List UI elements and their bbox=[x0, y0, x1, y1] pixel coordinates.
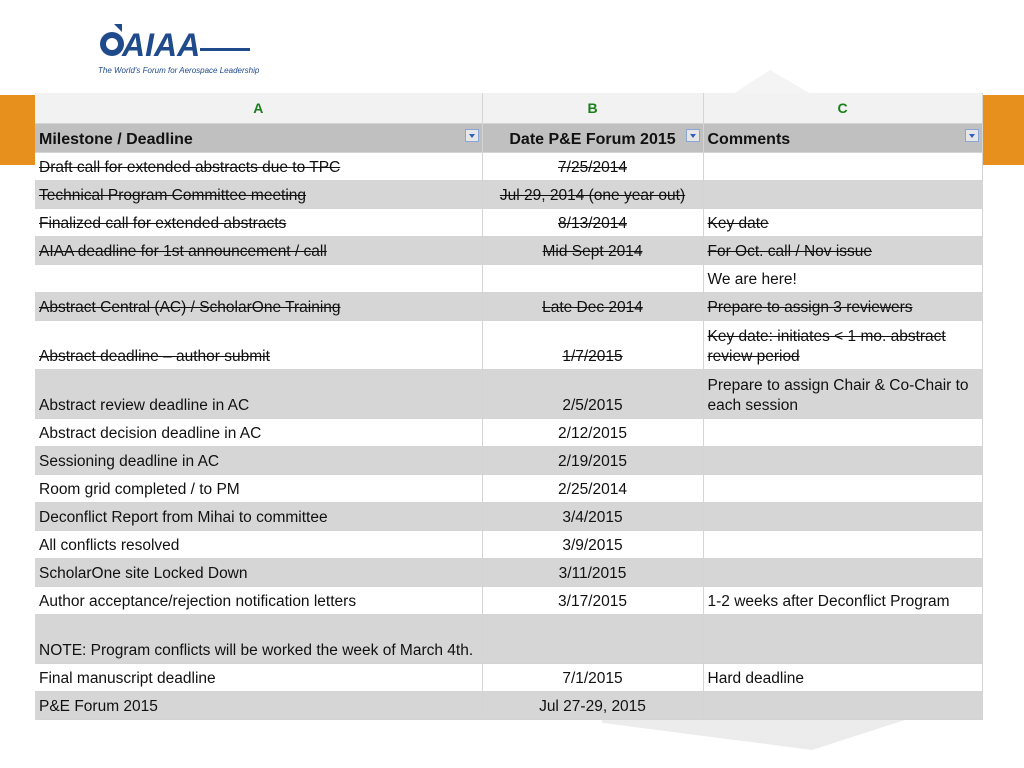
milestone-cell[interactable] bbox=[35, 447, 482, 475]
table-row bbox=[35, 615, 982, 664]
date-cell[interactable] bbox=[482, 153, 703, 181]
comment-cell-text: Prepare to assign 3 reviewers bbox=[707, 299, 913, 316]
date-cell-text: Jul 29, 2014 (one year out) bbox=[499, 187, 686, 204]
table-row bbox=[35, 419, 982, 447]
date-cell[interactable] bbox=[482, 293, 703, 321]
milestone-cell[interactable] bbox=[35, 265, 482, 293]
comment-cell-text: Hard deadline bbox=[707, 670, 805, 687]
milestone-spreadsheet bbox=[35, 93, 983, 720]
header-milestone bbox=[35, 124, 482, 153]
milestone-cell[interactable] bbox=[35, 664, 482, 692]
milestone-cell-text: ScholarOne site Locked Down bbox=[39, 565, 248, 582]
date-cell[interactable] bbox=[482, 475, 703, 503]
milestone-cell[interactable] bbox=[35, 692, 482, 720]
date-cell[interactable] bbox=[482, 531, 703, 559]
table-body bbox=[35, 153, 982, 720]
orange-accent-left bbox=[0, 95, 40, 165]
milestone-cell-text: Deconflict Report from Mihai to committee bbox=[39, 509, 328, 526]
milestone-cell[interactable] bbox=[35, 475, 482, 503]
milestone-cell-text: Draft call for extended abstracts due to TPC bbox=[39, 159, 341, 176]
date-cell[interactable] bbox=[482, 370, 703, 419]
comment-cell[interactable] bbox=[703, 559, 982, 587]
logo-tagline: The World's Forum for Aerospace Leadership bbox=[98, 66, 260, 75]
milestone-cell[interactable] bbox=[35, 181, 482, 209]
comment-cell[interactable] bbox=[703, 447, 982, 475]
comment-cell[interactable] bbox=[703, 615, 982, 664]
comment-cell[interactable] bbox=[703, 370, 982, 419]
header-comments bbox=[703, 124, 982, 153]
header-row bbox=[35, 124, 982, 153]
table-row bbox=[35, 692, 982, 720]
milestone-cell-text: Technical Program Committee meeting bbox=[39, 187, 307, 204]
date-cell[interactable] bbox=[482, 447, 703, 475]
svg-text:AIAA: AIAA bbox=[122, 27, 201, 63]
comment-cell[interactable] bbox=[703, 265, 982, 293]
table-row bbox=[35, 559, 982, 587]
table-row bbox=[35, 664, 982, 692]
header-date-label: Date P&E Forum 2015 bbox=[509, 131, 676, 148]
comment-cell[interactable] bbox=[703, 419, 982, 447]
milestone-cell[interactable] bbox=[35, 153, 482, 181]
filter-dropdown-icon[interactable] bbox=[686, 129, 700, 142]
milestone-cell[interactable] bbox=[35, 237, 482, 265]
date-cell-text: 1/7/2015 bbox=[562, 348, 623, 365]
milestone-cell-text: Abstract Central (AC) / ScholarOne Training bbox=[39, 299, 341, 316]
table-row bbox=[35, 587, 982, 615]
comment-cell-text: Key date: initiates < 1 mo. abstract review period bbox=[707, 328, 946, 365]
date-cell-text: 8/13/2014 bbox=[558, 215, 627, 232]
milestone-cell-text: P&E Forum 2015 bbox=[39, 698, 158, 715]
date-cell-text: 3/4/2015 bbox=[562, 509, 623, 526]
comment-cell[interactable] bbox=[703, 587, 982, 615]
comment-cell[interactable] bbox=[703, 321, 982, 370]
milestone-cell[interactable] bbox=[35, 559, 482, 587]
table-row bbox=[35, 321, 982, 370]
comment-cell-text: Key date bbox=[707, 215, 769, 232]
date-cell-text: 7/1/2015 bbox=[562, 670, 623, 687]
comment-cell-text: We are here! bbox=[707, 271, 797, 288]
milestone-cell-text: Finalized call for extended abstracts bbox=[39, 215, 287, 232]
date-cell-text: 7/25/2014 bbox=[558, 159, 627, 176]
table-row bbox=[35, 503, 982, 531]
date-cell-text: Jul 27-29, 2015 bbox=[539, 698, 646, 715]
date-cell[interactable] bbox=[482, 615, 703, 664]
comment-cell[interactable] bbox=[703, 237, 982, 265]
date-cell[interactable] bbox=[482, 692, 703, 720]
column-letter-a[interactable]: A bbox=[35, 93, 482, 124]
header-comments-label: Comments bbox=[707, 131, 791, 148]
comment-cell[interactable] bbox=[703, 531, 982, 559]
header-milestone-label: Milestone / Deadline bbox=[39, 131, 193, 148]
table-row bbox=[35, 153, 982, 181]
comment-cell-text: 1-2 weeks after Deconflict Program bbox=[707, 593, 950, 610]
date-cell[interactable] bbox=[482, 209, 703, 237]
filter-dropdown-icon[interactable] bbox=[465, 129, 479, 142]
milestone-cell[interactable] bbox=[35, 321, 482, 370]
date-cell[interactable] bbox=[482, 559, 703, 587]
table-row bbox=[35, 293, 982, 321]
milestone-cell[interactable] bbox=[35, 615, 482, 664]
date-cell-text: 3/11/2015 bbox=[558, 565, 627, 582]
table-row bbox=[35, 181, 982, 209]
table-row bbox=[35, 370, 982, 419]
table-row bbox=[35, 475, 982, 503]
table-row bbox=[35, 531, 982, 559]
date-cell[interactable] bbox=[482, 321, 703, 370]
comment-cell[interactable] bbox=[703, 293, 982, 321]
milestone-cell-text: Sessioning deadline in AC bbox=[39, 453, 220, 470]
table-row bbox=[35, 209, 982, 237]
milestone-cell[interactable] bbox=[35, 531, 482, 559]
date-cell-text: 2/25/2014 bbox=[558, 481, 627, 498]
comment-cell[interactable] bbox=[703, 209, 982, 237]
table-row bbox=[35, 265, 982, 293]
date-cell[interactable] bbox=[482, 664, 703, 692]
date-cell-text: 3/17/2015 bbox=[558, 593, 627, 610]
table-row bbox=[35, 447, 982, 475]
comment-cell-text: For Oct. call / Nov issue bbox=[707, 243, 873, 260]
date-cell[interactable] bbox=[482, 181, 703, 209]
milestone-cell-text: AIAA deadline for 1st announcement / call bbox=[39, 243, 327, 260]
date-cell-text: 2/12/2015 bbox=[558, 425, 627, 442]
date-cell[interactable] bbox=[482, 419, 703, 447]
milestone-cell[interactable] bbox=[35, 370, 482, 419]
milestone-cell-text: All conflicts resolved bbox=[39, 537, 180, 554]
date-cell[interactable] bbox=[482, 265, 703, 293]
date-cell-text: Mid Sept 2014 bbox=[542, 243, 643, 260]
milestone-cell[interactable] bbox=[35, 293, 482, 321]
milestone-cell-text: Author acceptance/rejection notification letters bbox=[39, 593, 357, 610]
comment-cell-text: Prepare to assign Chair & Co-Chair to each session bbox=[707, 377, 969, 414]
date-cell-text: 3/9/2015 bbox=[562, 537, 623, 554]
milestone-cell-text: Room grid completed / to PM bbox=[39, 481, 240, 498]
comment-cell[interactable] bbox=[703, 503, 982, 531]
column-letter-b[interactable]: B bbox=[482, 93, 703, 124]
milestone-cell-text: NOTE: Program conflicts will be worked the week of March 4th. bbox=[39, 642, 474, 659]
comment-cell[interactable] bbox=[703, 664, 982, 692]
date-cell[interactable] bbox=[482, 587, 703, 615]
aiaa-logo-mark bbox=[96, 18, 256, 68]
table-row bbox=[35, 237, 982, 265]
comment-cell[interactable] bbox=[703, 692, 982, 720]
date-cell-text: Late Dec 2014 bbox=[542, 299, 643, 316]
date-cell-text: 2/19/2015 bbox=[558, 453, 627, 470]
milestone-cell[interactable] bbox=[35, 503, 482, 531]
milestone-cell[interactable] bbox=[35, 419, 482, 447]
comment-cell[interactable] bbox=[703, 475, 982, 503]
milestone-cell-text: Abstract review deadline in AC bbox=[39, 397, 250, 414]
date-cell[interactable] bbox=[482, 237, 703, 265]
milestone-cell[interactable] bbox=[35, 209, 482, 237]
date-cell-text: 2/5/2015 bbox=[562, 397, 623, 414]
filter-dropdown-icon[interactable] bbox=[965, 129, 979, 142]
comment-cell[interactable] bbox=[703, 181, 982, 209]
milestone-cell-text: Abstract deadline – author submit bbox=[39, 348, 270, 365]
comment-cell[interactable] bbox=[703, 153, 982, 181]
column-letter-c[interactable]: C bbox=[703, 93, 982, 124]
aiaa-logo bbox=[96, 18, 260, 80]
milestone-cell-text: Final manuscript deadline bbox=[39, 670, 216, 687]
milestone-cell-text: Abstract decision deadline in AC bbox=[39, 425, 262, 442]
milestone-cell[interactable] bbox=[35, 587, 482, 615]
column-letter-row bbox=[35, 93, 982, 124]
date-cell[interactable] bbox=[482, 503, 703, 531]
header-date bbox=[482, 124, 703, 153]
